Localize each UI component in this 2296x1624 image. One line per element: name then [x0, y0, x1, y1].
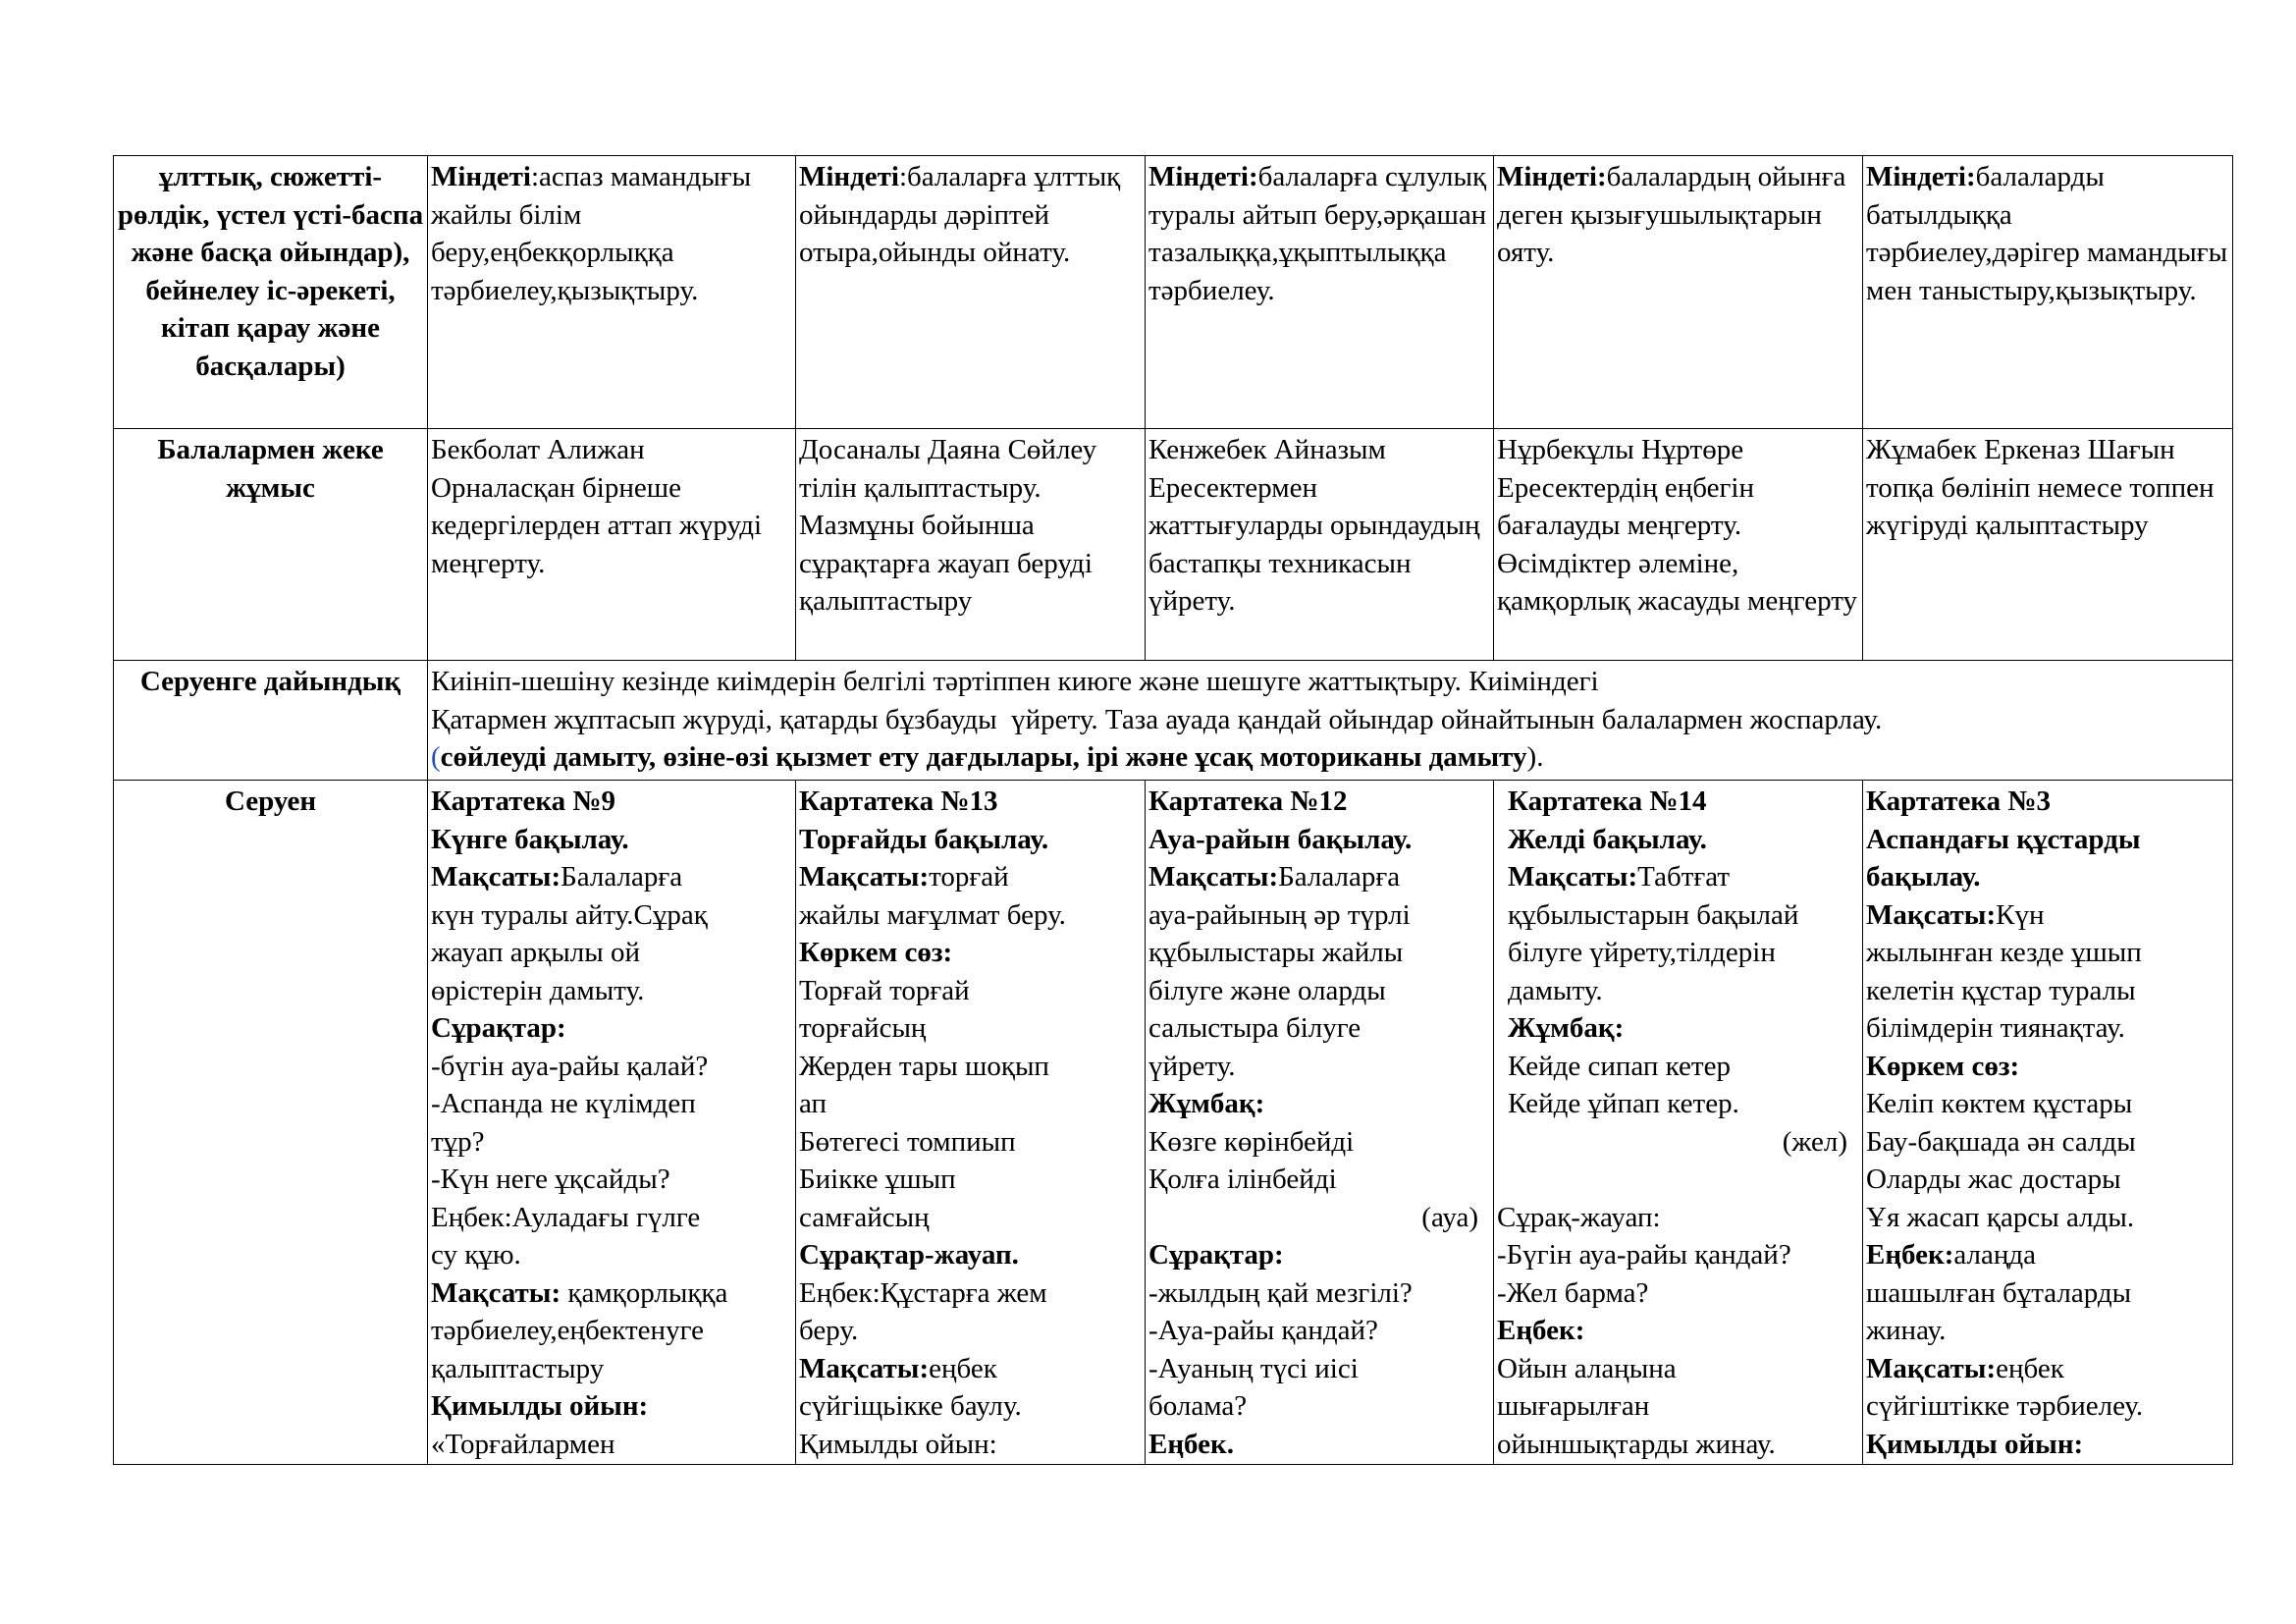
walk-line [799, 1123, 1142, 1162]
task-text: балаларды батылдыққа тәрбиелеу,дәрігер мамандығы мен таныстыру,қызықтыру. [1866, 161, 2228, 306]
walk-line-heading: Еңбек: [1866, 1239, 1954, 1271]
walk-line [1497, 934, 1859, 972]
walk-line-text: -Ауа-райы қандай? [1148, 1315, 1378, 1346]
walk-line [1148, 972, 1490, 1010]
task-cell-5 [1863, 156, 2233, 429]
walk-line [1148, 1312, 1490, 1350]
walk-line-text: құбылыстарын бақылай [1508, 898, 1799, 931]
walk-line [1866, 1236, 2229, 1274]
walk-line [799, 858, 1142, 896]
individual-text: Жұмабек Еркеназ Шағын топқа бөлініп немесе топпен жүгіруді қалыптастыру [1866, 434, 2215, 541]
walk-line-heading: Картатека №14 [1508, 785, 1707, 817]
walk-line [1866, 1123, 2229, 1162]
walk-line-heading: бақылау. [1866, 861, 1981, 893]
walk-line [1497, 972, 1859, 1010]
walk-line-text: салыстыра білуге [1148, 1012, 1362, 1044]
task-cell-3 [1146, 156, 1494, 429]
games-header-cell [114, 156, 428, 429]
walk-line-text: жинау. [1866, 1315, 1947, 1346]
task-text: балаларға сұлулық туралы айтып беру,әрқашан тазалыққа,ұқыптылыққа тәрбиелеу. [1148, 161, 1487, 306]
walk-line-text: Келіп көктем құстары [1866, 1088, 2133, 1119]
task-label: Міндеті: [1148, 161, 1258, 192]
walk-line-heading: Мақсаты: [1866, 898, 1997, 931]
walk-line-text: ап [799, 1088, 828, 1119]
walk-line-text: Биікке ұшып [799, 1164, 956, 1195]
walk-line-text: тәрбиелеу,еңбектенуге [431, 1315, 704, 1346]
walk-line [1148, 1123, 1490, 1162]
individual-cell-1 [428, 429, 796, 661]
walk-line [1497, 858, 1859, 896]
walk-line [431, 1048, 792, 1086]
walk-line-text: болама? [1148, 1390, 1248, 1422]
walk-line [799, 972, 1142, 1010]
walk-line [431, 1426, 792, 1464]
walk-line-text: тұр? [431, 1125, 485, 1158]
walk-line-heading: Сұрақтар: [431, 1012, 566, 1044]
walk-line [1148, 1161, 1490, 1199]
walk-line [799, 1387, 1142, 1426]
individual-text: Досаналы Даяна Сөйлеу тілін қалыптастыру. Мазмұны бойынша сұрақтарға жауап беруді қалыптастыру [799, 434, 1097, 617]
walk-line [1497, 1387, 1859, 1426]
walk-line [1497, 1312, 1859, 1350]
walk-line-heading: Аспандағы құстарды [1866, 823, 2141, 855]
walk-line [1866, 1387, 2229, 1426]
walk-line-text: қамқорлыққа [561, 1276, 728, 1309]
walk-line-heading: Жұмбақ: [1148, 1088, 1265, 1119]
individual-text: Кенжебек Айназым Ересектермен жаттығуларды орындаудың бастапқы техникасын үйрету. [1148, 434, 1480, 617]
walk-line-heading: Картатека №12 [1148, 785, 1348, 817]
walk-line-text: құбылыстары жайлы [1148, 937, 1404, 968]
tasks-row [114, 156, 2233, 429]
walk-line-heading: Қимылды ойын: [1866, 1428, 2084, 1460]
walk-line-text: «Торғайлармен [431, 1428, 615, 1460]
walk-line-text: Еңбек:Ауладағы гүлге [431, 1201, 701, 1233]
walk-line [1497, 1048, 1859, 1086]
walk-line-text: Бау-бақшада ән салды [1866, 1125, 2136, 1158]
individual-cell-4 [1494, 429, 1863, 661]
walk-prep-open-paren: ( [431, 741, 441, 773]
walk-line [1148, 1426, 1490, 1464]
walk-line-text: Кейде ұйпап кетер. [1508, 1088, 1739, 1119]
walk-prep-header-cell [114, 661, 428, 781]
walk-line-heading: Картатека №3 [1866, 785, 2052, 817]
walk-line-text: күн туралы айту.Сұрақ [431, 898, 708, 931]
walk-line [799, 783, 1142, 821]
walk-line [431, 934, 792, 972]
task-label: Міндеті [431, 161, 531, 192]
task-cell-1 [428, 156, 796, 429]
walk-line-text: ауа-райының әр түрлі [1148, 898, 1411, 931]
walk-line [431, 1161, 792, 1199]
walk-prep-line-2: Қатармен жұптасып жүруді, қатарды бұзбауды үйрету. Таза ауада қандай ойындар ойнайтынын балалармен жоспарлау. [431, 703, 1883, 735]
walk-line-text: Қолға ілінбейді [1148, 1164, 1337, 1195]
walk-line [1497, 1274, 1859, 1313]
task-cell-2 [796, 156, 1146, 429]
walk-prep-close: ). [1526, 741, 1544, 773]
walk-line [799, 1009, 1142, 1048]
individual-text: Бекболат Алижан Орналасқан бірнеше кедергілерден аттап жүруді меңгерту. [431, 434, 763, 579]
walk-line [799, 1161, 1142, 1199]
walk-line [1148, 821, 1490, 859]
walk-line [431, 821, 792, 859]
walk-line-text: Көзге көрінбейді [1148, 1125, 1355, 1158]
walk-line [799, 896, 1142, 935]
walk-cell-5 [1863, 781, 2233, 1465]
walk-line-text: Оларды жас достары [1866, 1164, 2121, 1195]
walk-line [1497, 1123, 1859, 1162]
walk-line-text: -Ауаның түсі иісі [1148, 1352, 1359, 1384]
task-text: балалардың ойынға деген қызығушылықтарын ояту. [1497, 161, 1846, 268]
walk-line-text: беру. [799, 1315, 859, 1346]
walk-line-text: -жылдың қай мезгілі? [1148, 1276, 1413, 1309]
walk-line [1866, 1312, 2229, 1350]
walk-line [1866, 1274, 2229, 1313]
walk-line-heading: Көркем сөз: [1866, 1050, 2020, 1082]
walk-line [1148, 934, 1490, 972]
walk-line-heading: Қимылды ойын: [431, 1390, 649, 1422]
walk-line [799, 1048, 1142, 1086]
walk-line-text: келетін құстар туралы [1866, 974, 2136, 1006]
walk-line [431, 858, 792, 896]
walk-line [1148, 896, 1490, 935]
walk-line [1148, 783, 1490, 821]
walk-line-text: еңбек [929, 1352, 997, 1384]
walk-line [431, 1387, 792, 1426]
walk-line-text: -Бүгін ауа-райы қандай? [1497, 1239, 1791, 1271]
walk-line-heading: Мақсаты: [799, 1352, 930, 1384]
walk-line [431, 783, 792, 821]
walk-line-text: Ұя жасап қарсы алды. [1866, 1201, 2135, 1233]
walk-line-heading: Еңбек. [1148, 1428, 1234, 1460]
walk-prep-line-1: Киініп-шешіну кезінде киімдерін белгілі тәртіппен киюге және шешуге жаттықтыру. Киіміндегі [431, 666, 1599, 697]
walk-line [1497, 1161, 1859, 1199]
individual-cell-3 [1146, 429, 1494, 661]
walk-line [799, 1312, 1142, 1350]
walk-cell-3 [1146, 781, 1494, 1465]
walk-line [1866, 972, 2229, 1010]
walk-line [1866, 1161, 2229, 1199]
walk-line [1497, 1236, 1859, 1274]
walk-line [1148, 1048, 1490, 1086]
walk-line [431, 1274, 792, 1313]
individual-cell-5 [1863, 429, 2233, 661]
walk-line [1497, 1085, 1859, 1123]
walk-line-heading: Мақсаты: [1866, 1352, 1997, 1384]
walk-row [114, 781, 2233, 1465]
walk-line-text: Торғай торғай [799, 974, 970, 1006]
walk-line-text: өрістерін дамыту. [431, 974, 645, 1006]
walk-line-text: Күн [1996, 898, 2045, 931]
walk-header-cell [114, 781, 428, 1465]
walk-line-heading: Жұмбақ: [1508, 1012, 1625, 1044]
walk-line [799, 1085, 1142, 1123]
walk-line-text: жайлы мағұлмат беру. [799, 898, 1066, 931]
walk-line-heading: Көркем сөз: [799, 937, 953, 968]
walk-line-text: -Күн неге ұқсайды? [431, 1164, 670, 1195]
walk-line [1148, 1199, 1490, 1237]
walk-line [1148, 1236, 1490, 1274]
walk-line [431, 972, 792, 1010]
walk-line-text: (ауа) [1421, 1201, 1478, 1233]
walk-line-heading: Сұрақтар-жауап. [799, 1239, 1019, 1271]
walk-prep-line-3 [431, 738, 2229, 777]
walk-line-text: Қимылды ойын: [799, 1428, 997, 1460]
walk-line-heading: Мақсаты: [1508, 861, 1638, 893]
task-label: Міндеті [799, 161, 899, 192]
walk-line [799, 1274, 1142, 1313]
walk-line [799, 821, 1142, 859]
walk-line [1497, 821, 1859, 859]
walk-line-heading: Картатека №13 [799, 785, 998, 817]
walk-line [1866, 858, 2229, 896]
walk-line-text: -бүгін ауа-райы қалай? [431, 1050, 709, 1082]
walk-line [1866, 934, 2229, 972]
walk-line-text: Сұрақ-жауап: [1497, 1201, 1661, 1233]
walk-prep-cell [428, 661, 2233, 781]
walk-line [1148, 1387, 1490, 1426]
walk-line [799, 1199, 1142, 1237]
walk-line-text: Кейде сипап кетер [1508, 1050, 1731, 1082]
walk-line-text: жауап арқылы ой [431, 937, 640, 968]
walk-line [1866, 1199, 2229, 1237]
walk-line-text: -Жел барма? [1497, 1276, 1649, 1309]
walk-line-text: сүйгіщьікке баулу. [799, 1390, 1022, 1422]
walk-line [1497, 1350, 1859, 1388]
walk-line [1497, 1199, 1859, 1237]
walk-line-heading: Торғайды бақылау. [799, 823, 1049, 855]
walk-line [1866, 1426, 2229, 1464]
task-label: Міндеті: [1497, 161, 1607, 192]
walk-line-text: торғайсың [799, 1012, 927, 1044]
walk-line-text: шығарылған [1497, 1390, 1650, 1422]
walk-line [1148, 1350, 1490, 1388]
walk-line-text: Балаларға [1278, 861, 1401, 893]
walk-line [1497, 783, 1859, 821]
walk-line [431, 1009, 792, 1048]
walk-line-heading: Сұрақтар: [1148, 1239, 1284, 1271]
individual-work-row [114, 429, 2233, 661]
walk-line-text: торғай [929, 861, 1009, 893]
walk-line-heading: Картатека №9 [431, 785, 616, 817]
walk-line-text: Еңбек:Құстарға жем [799, 1276, 1047, 1309]
walk-line [431, 1312, 792, 1350]
walk-line [1148, 1085, 1490, 1123]
walk-line-text: -Аспанда не күлімдеп [431, 1088, 696, 1119]
walk-line-text: білуге және оларды [1148, 974, 1386, 1006]
walk-line [1497, 1426, 1859, 1464]
walk-line-heading: Мақсаты: [799, 861, 930, 893]
walk-line-text: алаңда [1953, 1239, 2037, 1271]
walk-line [431, 1199, 792, 1237]
walk-line-text: жылынған кезде ұшып [1866, 937, 2142, 968]
walk-line-text: үйрету. [1148, 1050, 1236, 1082]
walk-line-text: сүйгіштікке тәрбиелеу. [1866, 1390, 2144, 1422]
walk-line [799, 1350, 1142, 1388]
walk-line [431, 1085, 792, 1123]
daily-plan-table [113, 155, 2233, 1465]
walk-line-heading: Ауа-райын бақылау. [1148, 823, 1413, 855]
individual-work-header-cell [114, 429, 428, 661]
walk-line [799, 934, 1142, 972]
walk-line [1866, 1350, 2229, 1388]
walk-line [799, 1236, 1142, 1274]
walk-line [431, 1123, 792, 1162]
walk-line [1148, 858, 1490, 896]
walk-line-text: білуге үйрету,тілдерін [1508, 937, 1776, 968]
walk-prep-skills: сөйлеуді дамыту, өзіне-өзі қызмет ету дағдылары, ірі және ұсақ моториканы дамыту [440, 741, 1527, 773]
walk-line-text: самғайсың [799, 1201, 930, 1233]
walk-line-text: ойыншықтарды жинау. [1497, 1428, 1776, 1460]
task-label: Міндеті: [1866, 161, 1976, 192]
walk-line [1866, 821, 2229, 859]
walk-line-heading: Күнге бақылау. [431, 823, 629, 855]
walk-line [431, 896, 792, 935]
walk-line-text: дамыту. [1508, 974, 1603, 1006]
walk-line [1497, 896, 1859, 935]
walk-line-heading: Мақсаты: [1148, 861, 1279, 893]
walk-line [1497, 1009, 1859, 1048]
walk-line [1866, 783, 2229, 821]
walk-line-text: су құю. [431, 1239, 521, 1271]
individual-text: Нұрбекұлы Нұртөре Ересектердің еңбегін бағалауды меңгерту. Өсімдіктер әлеміне, қамқорлық жасауды меңгерту [1497, 434, 1858, 617]
games-header-text: ұлттық, сюжетті-рөлдік, үстел үсті-баспа және басқа ойындар), бейнелеу іс-әрекеті, кітап қарау және басқалары) [117, 161, 424, 382]
walk-line-text: қалыптастыру [431, 1352, 605, 1384]
walk-line-text: білімдерін тиянақтау. [1866, 1012, 2125, 1044]
walk-cell-1 [428, 781, 796, 1465]
walk-line-text: шашылған бұталарды [1866, 1276, 2132, 1309]
walk-line-text: Жерден тары шоқып [799, 1050, 1049, 1082]
walk-line-text: Бөтегесі томпиып [799, 1125, 1016, 1158]
walk-line-text: Балаларға [561, 861, 683, 893]
walk-line-text: еңбек [1996, 1352, 2064, 1384]
walk-prep-header-text: Серуенге дайындық [139, 666, 401, 697]
walk-line [799, 1426, 1142, 1464]
walk-cell-4 [1494, 781, 1863, 1465]
walk-line [1148, 1009, 1490, 1048]
walk-line-text: Табтғат [1637, 861, 1731, 893]
walk-header-text: Серуен [224, 785, 317, 817]
walk-line-heading: Мақсаты: [431, 861, 561, 893]
walk-line-heading: Желді бақылау. [1508, 823, 1707, 855]
walk-line [1148, 1274, 1490, 1313]
walk-line [1866, 896, 2229, 935]
walk-prep-row [114, 661, 2233, 781]
individual-work-header-text: Балалармен жеке жұмыс [157, 434, 384, 504]
walk-line [1866, 1009, 2229, 1048]
task-cell-4 [1494, 156, 1863, 429]
walk-line-heading: Мақсаты: [431, 1276, 561, 1309]
walk-line-text [1497, 1164, 1504, 1195]
walk-line-heading: Еңбек: [1497, 1315, 1585, 1346]
walk-line [431, 1350, 792, 1388]
task-text: :балаларға ұлттық ойындарды дәріптей отыра,ойынды ойнату. [799, 161, 1121, 268]
walk-line [1866, 1048, 2229, 1086]
walk-line-text: (жел) [1782, 1125, 1847, 1158]
walk-line [1866, 1085, 2229, 1123]
walk-cell-2 [796, 781, 1146, 1465]
walk-line [431, 1236, 792, 1274]
individual-cell-2 [796, 429, 1146, 661]
task-text: :аспаз мамандығы жайлы білім беру,еңбекқорлыққа тәрбиелеу,қызықтыру. [431, 161, 752, 306]
walk-line-text: Ойын алаңына [1497, 1352, 1677, 1384]
